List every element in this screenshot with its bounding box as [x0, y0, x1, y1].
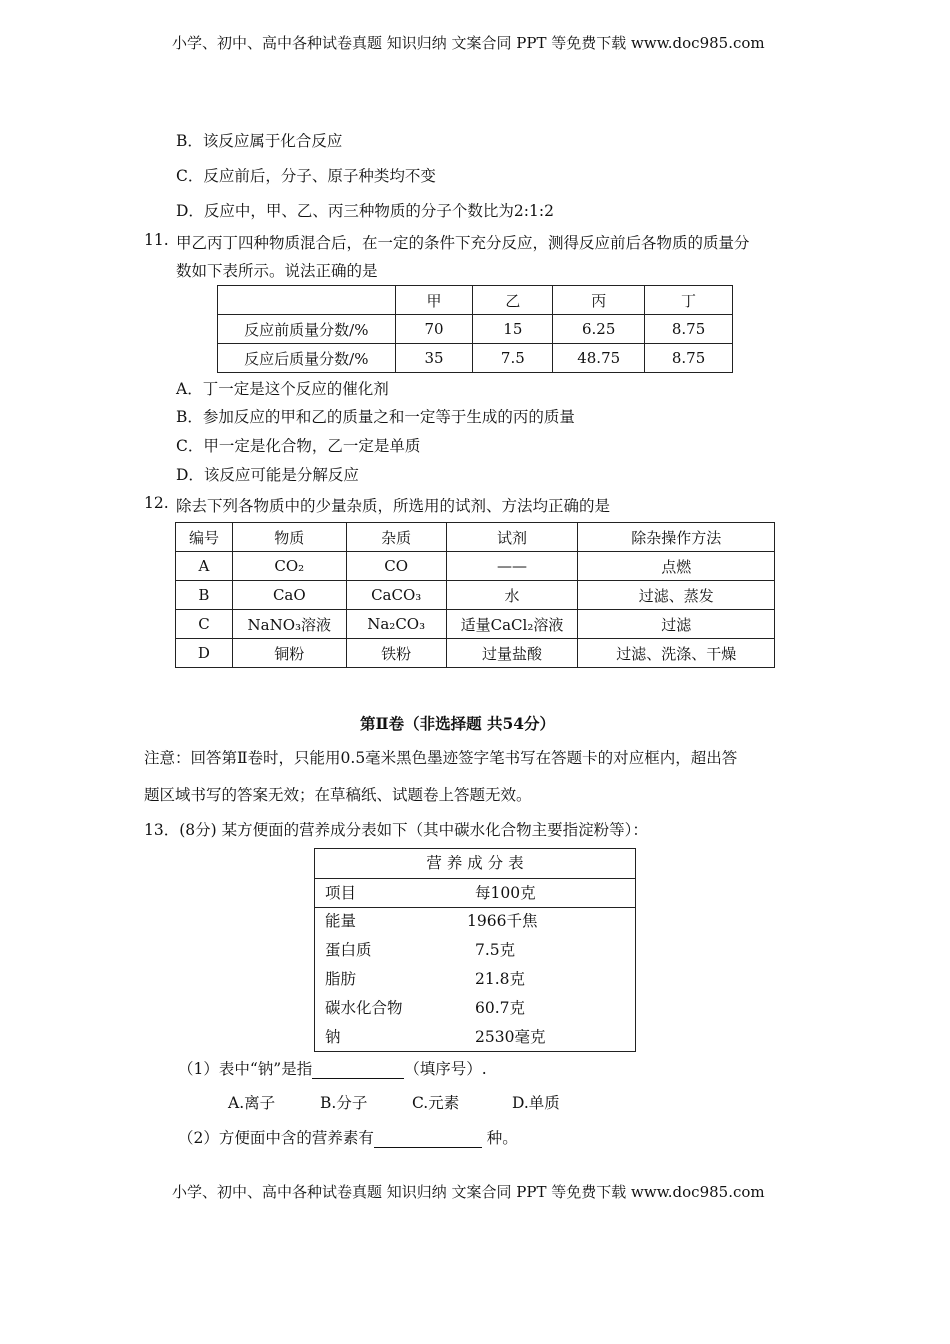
table-header-cell: 试剂: [446, 523, 578, 552]
table-header-cell: 甲: [395, 286, 473, 315]
table-cell: A: [176, 552, 233, 581]
table-header-cell: 项目: [325, 884, 357, 902]
table-cell: 48.75: [553, 344, 645, 373]
table-row: [176, 552, 775, 581]
table-cell: 过滤: [578, 610, 775, 639]
q11-option-d: D．该反应可能是分解反应: [176, 466, 359, 484]
q11-option-a: A．丁一定是这个反应的催化剂: [176, 380, 389, 398]
q13-sub1-prefix: （1）表中“钠”是指: [178, 1060, 313, 1078]
table-row: [176, 639, 775, 668]
q13-sub1-option-b: B.分子: [320, 1094, 368, 1112]
table-cell: 碳水化合物: [325, 999, 403, 1017]
table-row: [315, 1023, 635, 1051]
table-header-cell: 丁: [645, 286, 733, 315]
nutrition-table: [314, 848, 636, 1052]
table-row: [315, 965, 635, 993]
section2-note-line1: 注意：回答第Ⅱ卷时，只能用0.5毫米黑色墨迹签字笔书写在答题卡的对应框内，超出答: [144, 749, 738, 767]
q13-stem: 13．(8分) 某方便面的营养成分表如下（其中碳水化合物主要指淀粉等）：: [144, 821, 648, 839]
table-cell: 7.5: [473, 344, 553, 373]
table-header-cell: 杂质: [346, 523, 446, 552]
table-cell: NaNO₃溶液: [232, 610, 346, 639]
table-cell: Na₂CO₃: [346, 610, 446, 639]
table-row: [218, 344, 733, 373]
section2-note-line2: 题区域书写的答案无效；在草稿纸、试题卷上答题无效。: [144, 786, 532, 804]
table-cell: CaCO₃: [346, 581, 446, 610]
table-cell: 35: [395, 344, 473, 373]
table-cell: 适量CaCl₂溶液: [446, 610, 578, 639]
table-cell: C: [176, 610, 233, 639]
table-cell: 7.5克: [475, 941, 516, 959]
table-cell: 过滤、洗涤、干燥: [578, 639, 775, 668]
page-header: 小学、初中、高中各种试卷真题 知识归纳 文案合同 PPT 等免费下载 www.doc985.com: [172, 34, 765, 52]
table-cell: 8.75: [645, 344, 733, 373]
table-header-cell: 丙: [553, 286, 645, 315]
q10-option-d: D．反应中，甲、乙、丙三种物质的分子个数比为2:1:2: [176, 202, 554, 220]
q10-option-b: B．该反应属于化合反应: [176, 132, 343, 150]
table-row: [315, 994, 635, 1022]
q12-number: 12.: [144, 494, 169, 512]
table-cell: [218, 286, 396, 315]
table-cell: 铁粉: [346, 639, 446, 668]
table-cell: 蛋白质: [325, 941, 372, 959]
table-cell: 能量: [325, 912, 357, 930]
q10-option-c: C．反应前后，分子、原子种类均不变: [176, 167, 436, 185]
table-header-cell: 每100克: [475, 884, 536, 902]
table-cell: 点燃: [578, 552, 775, 581]
table-cell: 脂肪: [325, 970, 357, 988]
table-header-cell: 编号: [176, 523, 233, 552]
table-cell: 6.25: [553, 315, 645, 344]
table-row: [218, 286, 733, 315]
q13-sub1-option-a: A.离子: [228, 1094, 276, 1112]
table-cell: CaO: [232, 581, 346, 610]
table-cell: 2530毫克: [475, 1028, 546, 1046]
q12-stem: 除去下列各物质中的少量杂质，所选用的试剂、方法均正确的是: [176, 497, 611, 515]
table-cell: 15: [473, 315, 553, 344]
nutrition-table-title: 营 养 成 分 表: [426, 854, 524, 872]
q13-sub2: [178, 1126, 518, 1148]
page-footer: 小学、初中、高中各种试卷真题 知识归纳 文案合同 PPT 等免费下载 www.doc985.com: [172, 1183, 765, 1201]
table-cell: D: [176, 639, 233, 668]
q13-sub2-suffix: 种。: [481, 1129, 518, 1147]
table-row: [315, 936, 635, 964]
table-row: [315, 907, 635, 935]
table-cell: 1966千焦: [467, 912, 538, 930]
table-row: [176, 523, 775, 552]
table-row: [218, 315, 733, 344]
answer-blank[interactable]: [312, 1060, 404, 1079]
table-cell: 8.75: [645, 315, 733, 344]
table-cell: ——: [446, 552, 578, 581]
table-cell: 过滤、蒸发: [578, 581, 775, 610]
section2-title: 第Ⅱ卷（非选择题 共54分）: [360, 714, 556, 733]
table-row: [176, 610, 775, 639]
q13-sub2-prefix: （2）方便面中含的营养素有: [178, 1129, 374, 1147]
q11-option-b: B．参加反应的甲和乙的质量之和一定等于生成的丙的质量: [176, 408, 575, 426]
q11-number: 11.: [144, 231, 169, 249]
q11-stem-line1: 甲乙丙丁四种物质混合后，在一定的条件下充分反应，测得反应前后各物质的质量分: [176, 234, 750, 252]
table-cell: 21.8克: [475, 970, 526, 988]
table-cell: CO₂: [232, 552, 346, 581]
table-cell: B: [176, 581, 233, 610]
table-header-cell: 乙: [473, 286, 553, 315]
table-row: [176, 581, 775, 610]
table-cell: 反应前质量分数/%: [218, 315, 396, 344]
q11-option-c: C．甲一定是化合物，乙一定是单质: [176, 437, 421, 455]
q11-stem-line2: 数如下表所示。说法正确的是: [176, 262, 378, 280]
q13-sub1-option-c: C.元素: [412, 1094, 460, 1112]
table-row: [315, 878, 635, 908]
table-cell: 反应后质量分数/%: [218, 344, 396, 373]
table-header-cell: 物质: [232, 523, 346, 552]
table-cell: 过量盐酸: [446, 639, 578, 668]
q12-table: [175, 522, 775, 668]
table-cell: 水: [446, 581, 578, 610]
table-cell: 铜粉: [232, 639, 346, 668]
q13-sub1-suffix: （填序号）.: [404, 1060, 487, 1078]
q13-sub1: [178, 1057, 487, 1079]
table-cell: CO: [346, 552, 446, 581]
table-cell: 60.7克: [475, 999, 526, 1017]
q11-table: [217, 285, 733, 373]
table-cell: 70: [395, 315, 473, 344]
table-header-cell: 除杂操作方法: [578, 523, 775, 552]
table-cell: 钠: [325, 1028, 341, 1046]
answer-blank[interactable]: [374, 1129, 482, 1148]
q13-sub1-option-d: D.单质: [512, 1094, 560, 1112]
